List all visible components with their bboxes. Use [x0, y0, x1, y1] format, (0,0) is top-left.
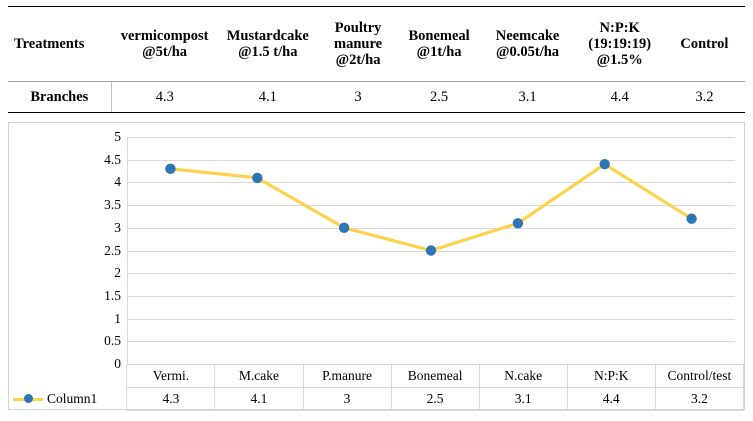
data-point-marker — [252, 173, 262, 183]
series-column1 — [127, 137, 735, 364]
y-axis-tick-label: 2 — [114, 265, 121, 281]
table-header-poultry-manure: Poultry manure @2t/ha — [318, 7, 399, 82]
table-header-bonemeal: Bonemeal @1t/ha — [399, 7, 480, 82]
chart-category-npk: N:P:K — [567, 365, 655, 388]
table-cell-bonemeal: 2.5 — [399, 82, 480, 113]
chart-category-bonemeal: Bonemeal — [391, 365, 479, 388]
y-axis-tick-label: 5 — [114, 129, 121, 144]
table-header-neemcake: Neemcake @0.05t/ha — [480, 7, 576, 82]
series-line — [170, 164, 691, 250]
data-point-marker — [426, 245, 436, 255]
chart-value-bonemeal: 2.5 — [391, 388, 479, 411]
data-point-marker — [339, 223, 349, 233]
chart-data-table-grid — [9, 364, 744, 411]
y-axis-tick-label: 0.5 — [104, 333, 121, 349]
chart-category-mcake: M.cake — [215, 365, 303, 388]
y-axis-tick-label: 1 — [114, 310, 121, 326]
table-cell-npk: 4.4 — [575, 82, 663, 113]
y-axis-tick-label: 1.5 — [104, 287, 121, 303]
chart-category-vermi: Vermi. — [127, 365, 215, 388]
table-header-npk: N:P:K (19:19:19) @1.5% — [575, 7, 663, 82]
table-cell-control: 3.2 — [664, 82, 745, 113]
chart-category-pmanure: P.manure — [303, 365, 391, 388]
table-header-treatments: Treatments — [8, 7, 111, 82]
y-axis-tick-label: 4 — [114, 174, 121, 190]
table-header-control: Control — [664, 7, 745, 82]
chart-data-table — [9, 364, 744, 409]
chart-table-category-row — [9, 365, 744, 388]
y-axis-tick-label: 3 — [114, 219, 121, 235]
y-axis-tick-label: 0 — [114, 356, 121, 371]
chart-table-value-row — [9, 388, 744, 411]
y-axis-tick-label: 2.5 — [104, 242, 121, 258]
table-row-label-branches: Branches — [8, 82, 111, 113]
chart-legend — [9, 388, 127, 411]
chart-value-control: 3.2 — [655, 388, 743, 411]
chart-value-npk: 4.4 — [567, 388, 655, 411]
y-axis-tick-label: 4.5 — [104, 151, 121, 167]
data-point-marker — [600, 159, 610, 169]
chart-value-vermi: 4.3 — [127, 388, 215, 411]
plot-area — [104, 129, 735, 371]
table-cell-poultry-manure: 3 — [318, 82, 399, 113]
chart-value-pmanure: 3 — [303, 388, 391, 411]
data-point-marker — [513, 218, 523, 228]
data-point-marker — [165, 164, 175, 174]
table-header-vermicompost: vermicompost @5t/ha — [111, 7, 218, 82]
treatments-table — [8, 6, 745, 113]
line-chart — [8, 122, 745, 410]
chart-category-ncake: N.cake — [479, 365, 567, 388]
legend-line-marker-icon — [13, 398, 43, 401]
table-cell-mustardcake: 4.1 — [218, 82, 317, 113]
table-cell-neemcake: 3.1 — [480, 82, 576, 113]
chart-table-corner-cell — [9, 365, 127, 388]
table-header-mustardcake: Mustardcake @1.5 t/ha — [218, 7, 317, 82]
legend-label-column1: Column1 — [47, 391, 98, 406]
table-header-row — [8, 7, 745, 82]
chart-value-mcake: 4.1 — [215, 388, 303, 411]
chart-value-ncake: 3.1 — [479, 388, 567, 411]
table-row — [8, 82, 745, 113]
y-axis-tick-label: 3.5 — [104, 197, 121, 213]
data-point-marker — [686, 214, 696, 224]
table-cell-vermicompost: 4.3 — [111, 82, 218, 113]
treatments-table-container — [8, 6, 745, 113]
chart-category-control: Control/test — [655, 365, 743, 388]
